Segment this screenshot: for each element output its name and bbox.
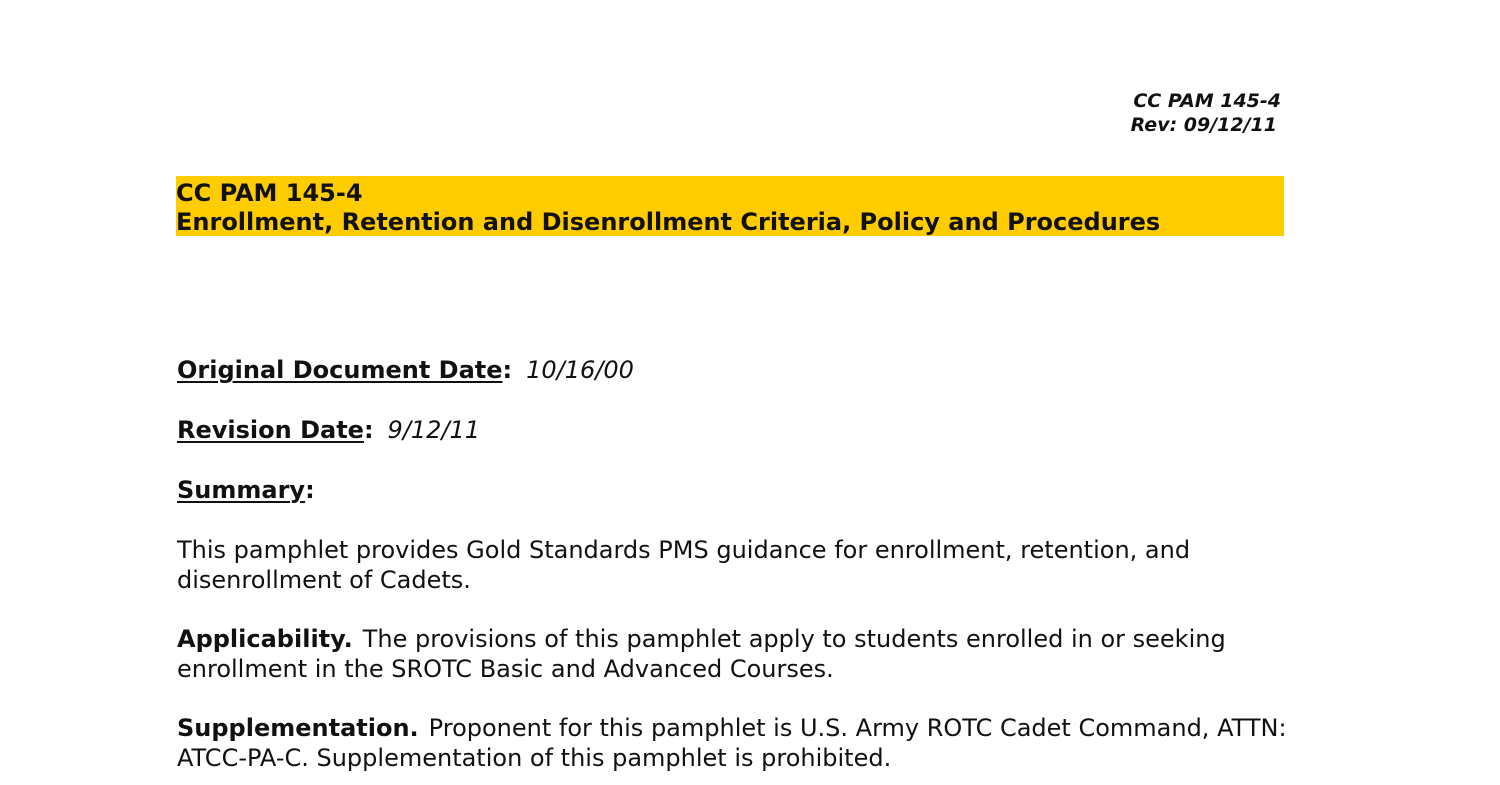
applicability-text: The provisions of this pamphlet apply to students enrolled in or seeking enrollment in the SROTC Basic and Advanced Courses. bbox=[177, 625, 1226, 683]
applicability-paragraph bbox=[177, 624, 1287, 684]
header-doc-id: CC PAM 145-4 bbox=[1133, 90, 1281, 112]
revision-date-field bbox=[177, 415, 1287, 445]
title-doc-id: CC PAM 145-4 bbox=[176, 179, 363, 207]
original-date-colon: : bbox=[502, 356, 513, 384]
summary-heading bbox=[177, 475, 1287, 505]
title-banner bbox=[176, 176, 1284, 236]
original-date-label: Original Document Date bbox=[177, 356, 503, 384]
original-date-value: 10/16/00 bbox=[526, 356, 634, 384]
original-date-field bbox=[177, 355, 1287, 385]
revision-date-colon: : bbox=[363, 416, 374, 444]
applicability-label: Applicability. bbox=[177, 625, 353, 653]
supplementation-text: Proponent for this pamphlet is U.S. Army ROTC Cadet Command, ATTN: ATCC-PA-C. Supplementation of this pamphlet is prohibited. bbox=[177, 714, 1287, 772]
title-text: Enrollment, Retention and Disenrollment Criteria, Policy and Procedures bbox=[176, 208, 1161, 236]
supplementation-paragraph bbox=[177, 713, 1287, 773]
summary-label: Summary bbox=[177, 476, 306, 504]
supplementation-label: Supplementation. bbox=[177, 714, 419, 742]
revision-date-label: Revision Date bbox=[177, 416, 364, 444]
header-reference bbox=[1131, 89, 1281, 137]
revision-date-value: 9/12/11 bbox=[387, 416, 481, 444]
summary-text: This pamphlet provides Gold Standards PMS guidance for enrollment, retention, and disenrollment of Cadets. bbox=[177, 536, 1191, 594]
summary-colon: : bbox=[305, 476, 315, 504]
summary-paragraph bbox=[177, 535, 1287, 595]
header-revision: Rev: 09/12/11 bbox=[1130, 114, 1277, 136]
